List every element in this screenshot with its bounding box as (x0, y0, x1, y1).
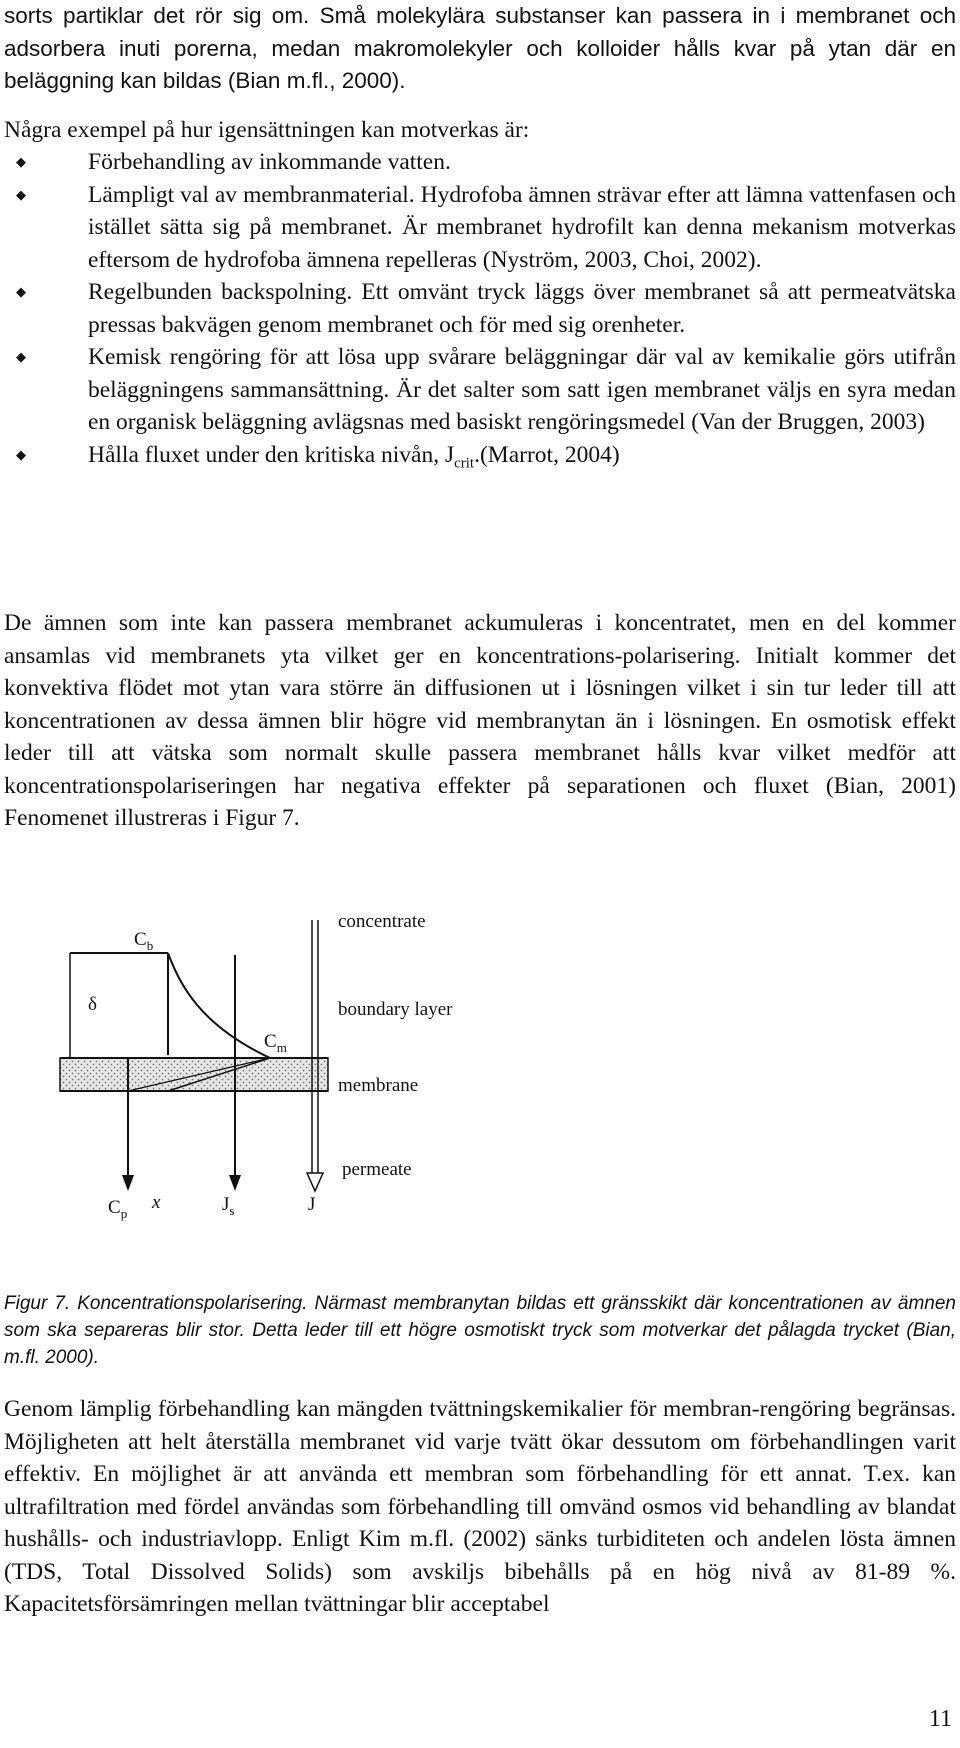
label-membrane: membrane (338, 1075, 419, 1096)
bullet-list (4, 146, 956, 471)
bullet-icon: ◆ (16, 446, 26, 462)
sym-j: J (308, 1194, 316, 1215)
sym-cb: $C_b$ (134, 929, 154, 953)
figure-caption: Figur 7. Koncentrationspolarisering. Närmast membranytan bildas ett gränsskikt där koncentrationen av ämnen som ska separeras blir stor. Detta leder till ett högre osmotiskt tryck som motverkar det pålagda trycket (Bian, m.fl. 2000). (4, 1293, 956, 1368)
paragraph-concentration-polarization: De ämnen som inte kan passera membranet ackumuleras i koncentratet, men en del kommer ansamlas vid membranets yta vilket ger en koncentrations-polarisering. Initialt kommer det konvektiva flödet mot ytan vara större än diffusionen ut i lösningen vilket i sin tur leder till att koncentrationen av dessa ämnen blir högre vid membranytan än i lösningen. En osmotisk effekt leder till att vätska som normalt skulle passera membranet hålls kvar vilket medför att koncentrationspolariseringen har negativa effekter på separationen och fluxet (Bian, 2001) Fenomenet illustreras i Figur 7. (4, 610, 956, 831)
sym-cm: $C_m$ (264, 1031, 287, 1055)
bullet-icon: ◆ (16, 186, 26, 202)
sym-cp: $C_p$ (108, 1197, 128, 1221)
figure-7-diagram (50, 895, 600, 1250)
concentration-profile (168, 953, 270, 1058)
bullet-icon: ◆ (16, 349, 26, 364)
list-item: ◆ Regelbunden backspolning. Ett omvänt tryck läggs över membranet så att permeatvätska pressas bakvägen genom membranet och för med sig orenheter. (4, 276, 956, 341)
bullet-icon: ◆ (16, 284, 26, 299)
lead-text: Några exempel på hur igensättningen kan motverkas är: (4, 117, 530, 143)
list-item: ◆ Hålla fluxet under den kritiska nivån, $J_{crit}.(Marrot$, 2004) (4, 439, 956, 472)
list-item: ◆ Kemisk rengöring för att lösa upp svårare beläggningar där val av kemikalie görs utifrån beläggningens sammansättning. Är det salter som satt igen membranet väljs en syra medan en organisk beläggning avlägsnas med basiskt rengöringsmedel (Van der Bruggen, 2003) (4, 341, 956, 439)
bullet-icon: ◆ (16, 154, 26, 169)
label-boundary-layer: boundary layer (338, 999, 453, 1020)
label-permeate: permeate (342, 1159, 412, 1180)
page-number: 11 (928, 1706, 952, 1732)
label-concentrate: concentrate (338, 911, 426, 932)
list-item: ◆ Förbehandling av inkommande vatten. (4, 146, 956, 179)
paragraph-pretreatment: Genom lämplig förbehandling kan mängden tvättningskemikalier för membran-rengöring begränsas. Möjligheten att helt återställa membranet vid varje tvätt ökar dessutom om förbehandlingen varit effektiv. En möjlighet är att använda ett membran som förbehandling för ett annat. T.ex. kan ultrafiltration med fördel användas som förbehandling till omvänd osmos vid behandling av blandat hushålls- och industriavlopp. Enligt Kim m.fl. (2002) sänks turbiditeten och andelen lösta ämnen (TDS, Total Dissolved Solids) som avskiljs bibehålls på en hög nivå av 81-89 %. Kapacitetsförsämringen mellan tvättningar blir acceptabel (4, 1396, 956, 1617)
sym-x: x (152, 1192, 161, 1213)
intro-paragraph: sorts partiklar det rör sig om. Små molekylära substanser kan passera in i membranet och adsorbera inuti porerna, medan makromolekyler och kolloider hålls kvar på ytan där en beläggning kan bildas (Bian m.fl., 2000). (4, 3, 956, 93)
sym-js: $J_s$ (222, 1194, 235, 1218)
membrane-band (60, 1058, 328, 1091)
list-item: ◆ Lämpligt val av membranmaterial. Hydrofoba ämnen strävar efter att lämna vattenfasen och istället sätta sig på membranet. Är membranet hydrofilt kan denna mekanism motverkas eftersom de hydrofoba ämnena repelleras (Nyström, 2003, Choi, 2002). (4, 179, 956, 277)
sym-delta: δ (88, 994, 97, 1015)
